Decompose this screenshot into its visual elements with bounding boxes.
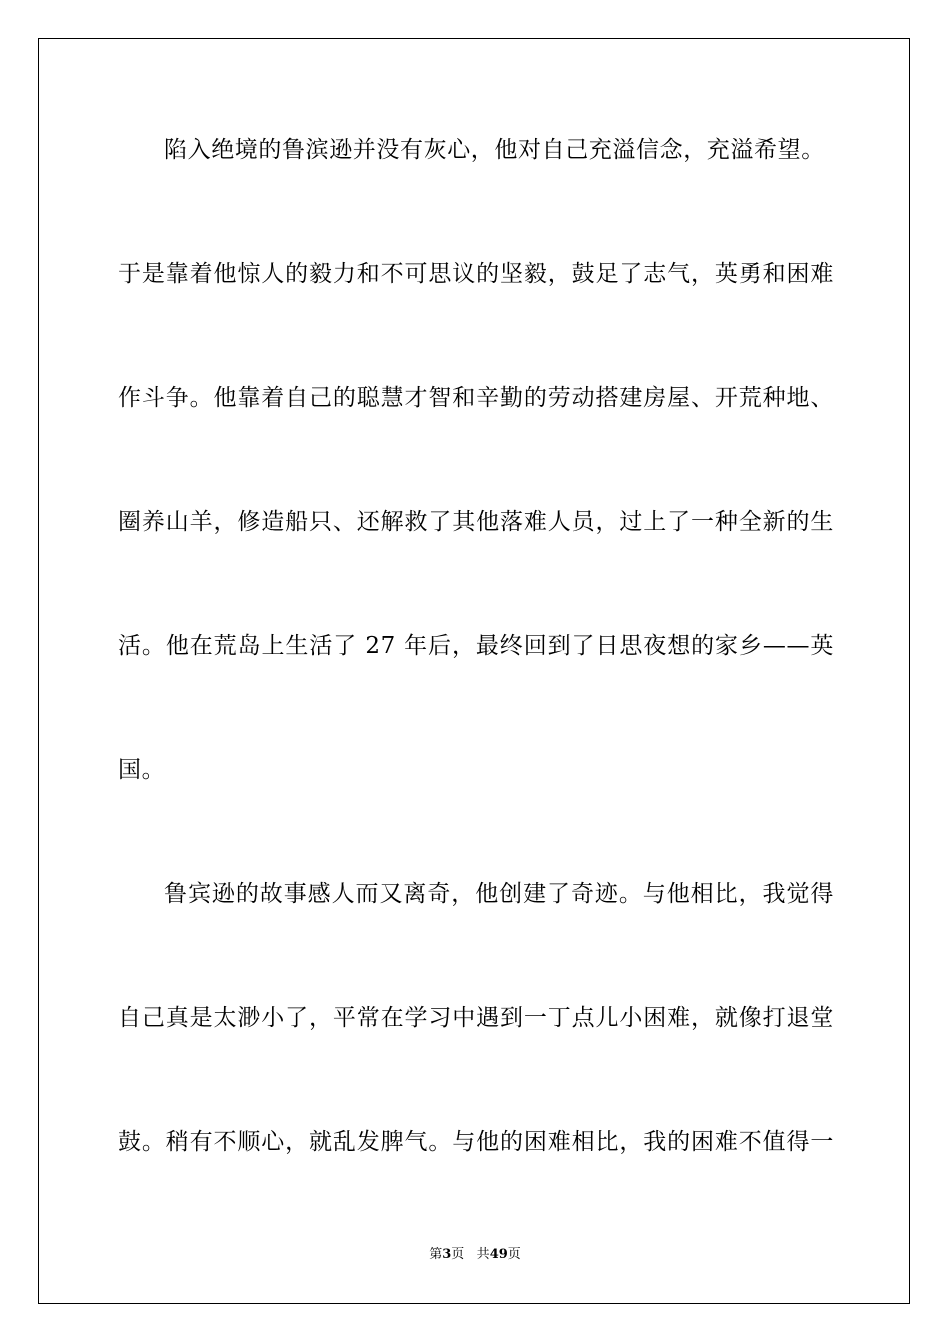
total-label-suffix: 页 <box>507 1247 521 1262</box>
paragraph-1-line-1: 陷入绝境的鲁滨逊并没有灰心，他对自己充溢信念，充溢希望。 <box>164 137 825 163</box>
paragraph-1-line-2: 于是靠着他惊人的毅力和不可思议的坚毅，鼓足了志气，英勇和困难 <box>118 261 834 287</box>
page-label-suffix: 页 <box>451 1247 465 1262</box>
paragraph-2-line-1: 鲁宾逊的故事感人而又离奇，他创建了奇迹。与他相比，我觉得 <box>164 881 834 907</box>
paragraph-1-line-6: 国。 <box>118 757 166 783</box>
page-border <box>38 38 910 1304</box>
total-pages: 49 <box>489 1247 508 1262</box>
paragraph-2-line-2: 自己真是太渺小了，平常在学习中遇到一丁点儿小困难，就像打退堂 <box>118 1005 834 1031</box>
paragraph-2-line-3: 鼓。稍有不顺心，就乱发脾气。与他的困难相比，我的困难不值得一 <box>118 1129 834 1155</box>
total-label-prefix: 共 <box>476 1247 490 1262</box>
page-label-prefix: 第 <box>429 1247 443 1262</box>
page-number: 3 <box>442 1247 452 1262</box>
paragraph-1-line-5: 活。他在荒岛上生活了 27 年后，最终回到了日思夜想的家乡——英 <box>118 633 834 659</box>
page-footer <box>0 1246 950 1264</box>
paragraph-1-line-4: 圈养山羊，修造船只、还解救了其他落难人员，过上了一种全新的生 <box>118 509 834 535</box>
paragraph-1-line-3: 作斗争。他靠着自己的聪慧才智和辛勤的劳动搭建房屋、开荒种地、 <box>118 385 834 411</box>
